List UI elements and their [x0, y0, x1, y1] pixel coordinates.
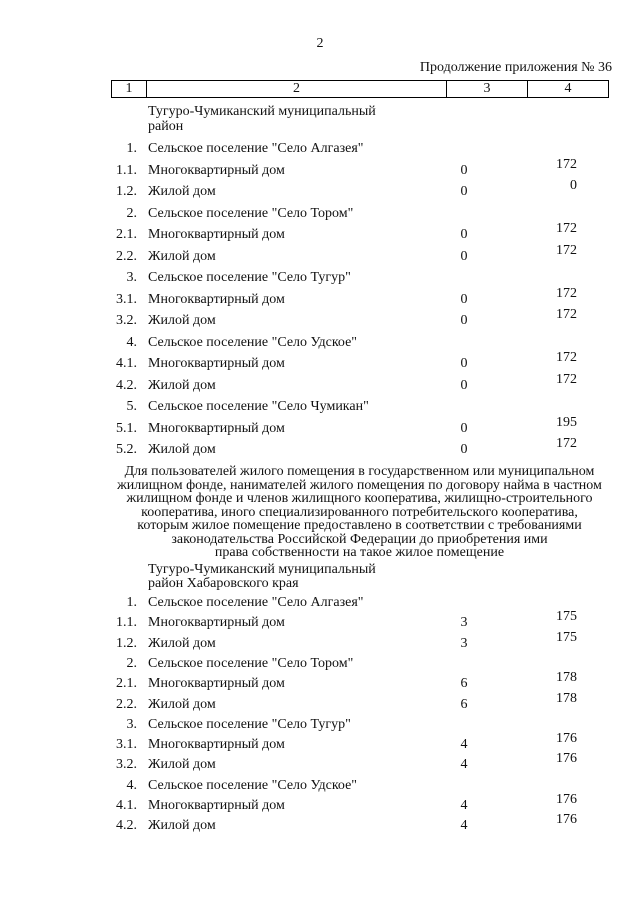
row-number: 4.2.	[116, 818, 137, 834]
row-number: 3.1.	[116, 291, 137, 307]
row-number: 5.1.	[116, 420, 137, 436]
row-column-3-value: 0	[460, 377, 468, 393]
column-header-4: 4	[528, 81, 609, 98]
row-column-3-value: 4	[460, 818, 468, 834]
row-name: Многоквартирный дом	[148, 227, 285, 242]
paragraph-line: Для пользователей жилого помещения в государственном или муниципальном	[124, 464, 595, 479]
row-name: Сельское поселение "Село Тугур"	[148, 270, 351, 285]
row-column-4-value: 178	[556, 670, 577, 686]
row-column-3-value: 0	[460, 442, 468, 457]
row-name: Жилой дом	[148, 757, 216, 773]
row-column-3-value: 0	[460, 227, 468, 242]
row-number: 2.	[126, 205, 137, 221]
row-number: 1.1.	[116, 162, 137, 178]
row-number: 2.1.	[116, 676, 137, 692]
row-column-3-value: 4	[460, 757, 468, 773]
row-number: 5.	[126, 399, 137, 414]
row-name: Жилой дом	[148, 313, 216, 328]
row-number: 3.	[126, 716, 137, 732]
row-name: Сельское поселение "Село Тугур"	[148, 716, 351, 732]
row-number: 2.2.	[116, 696, 137, 712]
row-number: 3.1.	[116, 737, 137, 753]
page-number: 2	[316, 36, 324, 51]
paragraph-line: законодательства Российской Федерации до приобретения ими	[171, 531, 548, 547]
row-number: 2.	[126, 655, 137, 671]
row-column-3-value: 0	[460, 313, 468, 328]
row-name: Многоквартирный дом	[148, 162, 285, 178]
row-name: Сельское поселение "Село Тором"	[148, 205, 354, 221]
row-column-4-value: 195	[556, 414, 577, 430]
row-number: 5.2.	[116, 442, 137, 457]
column-header-3: 3	[447, 81, 528, 98]
row-name: Жилой дом	[148, 635, 216, 651]
row-column-3-value: 6	[460, 696, 468, 712]
row-column-4-value: 176	[556, 731, 577, 747]
column-header-row	[112, 81, 609, 98]
section2-title-line1: Тугуро-Чумиканский муниципальный	[148, 562, 376, 577]
section1-title-line1: Тугуро-Чумиканский муниципальный	[148, 104, 376, 119]
row-name: Многоквартирный дом	[148, 291, 285, 307]
paragraph-line: права собственности на такое жилое помещение	[214, 545, 505, 560]
row-column-4-value: 178	[556, 690, 577, 706]
paragraph-line: жилищном фонде и членов жилищного кооператива, жилищно-строительного	[126, 491, 593, 506]
info-paragraph	[111, 465, 608, 560]
row-number: 4.	[126, 334, 137, 350]
row-name: Сельское поселение "Село Чумикан"	[148, 399, 369, 414]
section1-title-line2: район	[148, 119, 184, 134]
row-name: Сельское поселение "Село Алгазея"	[148, 595, 364, 610]
row-column-3-value: 0	[460, 356, 468, 371]
row-column-3-value: 3	[460, 635, 468, 651]
row-number: 4.1.	[116, 798, 137, 813]
row-name: Многоквартирный дом	[148, 420, 285, 436]
row-number: 4.	[126, 777, 137, 793]
paragraph-line: которым жилое помещение предоставлено в соответствии с требованиями	[137, 518, 582, 533]
row-column-4-value: 176	[556, 751, 577, 767]
row-column-4-value: 176	[556, 812, 577, 828]
row-column-3-value: 3	[460, 615, 468, 631]
row-column-4-value: 172	[556, 307, 577, 322]
row-column-3-value: 4	[460, 737, 468, 753]
section2-title-line2: район Хабаровского края	[148, 576, 299, 591]
row-number: 4.2.	[116, 377, 137, 393]
row-number: 4.1.	[116, 356, 137, 371]
row-number: 1.2.	[116, 635, 137, 651]
row-column-4-value: 172	[556, 156, 577, 172]
row-name: Жилой дом	[148, 377, 216, 393]
row-column-4-value: 175	[556, 609, 577, 625]
row-number: 1.	[126, 595, 137, 610]
row-number: 1.2.	[116, 184, 137, 199]
row-name: Многоквартирный дом	[148, 798, 285, 813]
appendix-continuation-note: Продолжение приложения № 36	[419, 60, 612, 75]
row-name: Жилой дом	[148, 696, 216, 712]
row-name: Многоквартирный дом	[148, 676, 285, 692]
paragraph-line: жилищном фонде, нанимателей жилого помещения по договору найма в частном	[117, 477, 602, 493]
row-number: 3.2.	[116, 757, 137, 773]
row-number: 3.	[126, 270, 137, 285]
row-name: Сельское поселение "Село Удское"	[148, 777, 358, 793]
row-number: 1.	[126, 141, 137, 156]
row-number: 2.2.	[116, 248, 137, 264]
row-column-3-value: 0	[460, 291, 468, 307]
row-column-3-value: 4	[460, 798, 468, 813]
row-name: Сельское поселение "Село Тором"	[148, 655, 354, 671]
row-column-4-value: 172	[556, 221, 577, 236]
row-name: Жилой дом	[148, 248, 216, 264]
row-column-3-value: 0	[460, 184, 468, 199]
row-name: Многоквартирный дом	[148, 356, 285, 371]
row-column-4-value: 0	[570, 178, 577, 193]
row-name: Многоквартирный дом	[148, 737, 285, 753]
row-name: Многоквартирный дом	[148, 615, 285, 631]
row-column-4-value: 175	[556, 629, 577, 645]
row-column-3-value: 6	[460, 676, 468, 692]
row-name: Сельское поселение "Село Удское"	[148, 334, 358, 350]
row-name: Сельское поселение "Село Алгазея"	[148, 141, 364, 156]
row-column-3-value: 0	[460, 162, 468, 178]
row-column-4-value: 172	[556, 242, 577, 258]
column-header-table	[111, 80, 609, 98]
row-name: Жилой дом	[148, 184, 216, 199]
row-column-4-value: 172	[556, 350, 577, 365]
row-column-4-value: 176	[556, 792, 577, 807]
row-column-3-value: 0	[460, 420, 468, 436]
column-header-2: 2	[147, 81, 447, 98]
row-name: Жилой дом	[148, 818, 216, 834]
row-number: 3.2.	[116, 313, 137, 328]
column-header-1: 1	[112, 81, 147, 98]
row-column-4-value: 172	[556, 285, 577, 301]
row-column-4-value: 172	[556, 436, 577, 451]
row-number: 2.1.	[116, 227, 137, 242]
row-column-4-value: 172	[556, 371, 577, 387]
row-column-3-value: 0	[460, 248, 468, 264]
row-name: Жилой дом	[148, 442, 216, 457]
row-number: 1.1.	[116, 615, 137, 631]
paragraph-line: кооператива, иного специализированного потребительского кооператива,	[141, 504, 578, 520]
